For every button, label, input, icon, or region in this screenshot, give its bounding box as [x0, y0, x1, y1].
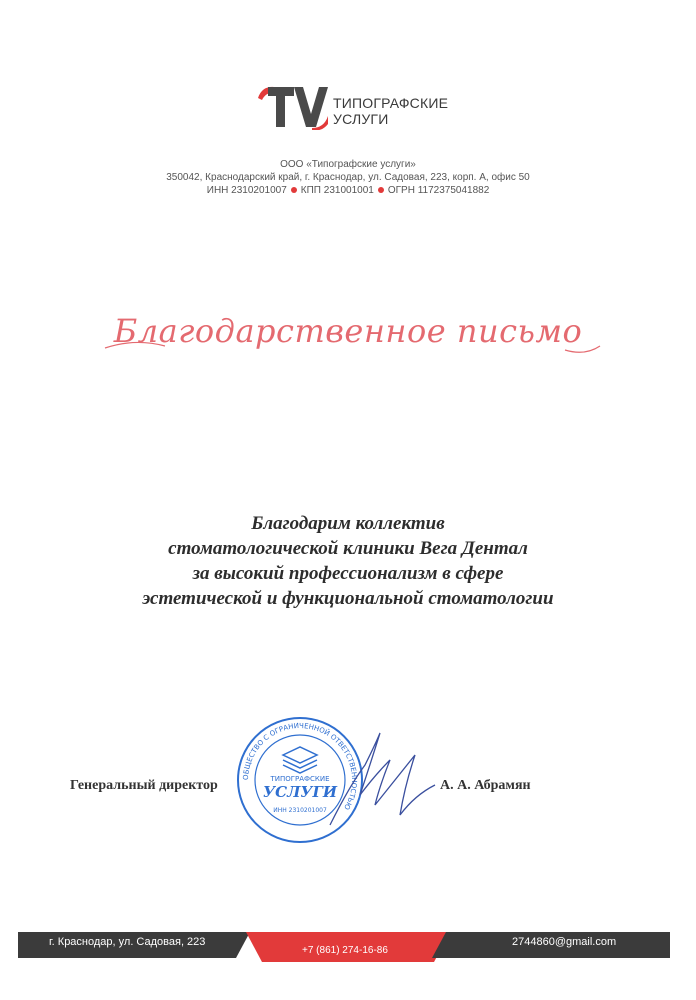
letter-footer: [0, 928, 696, 962]
tv-logo-icon: [258, 84, 330, 130]
stamp-top-text: ТИПОГРАФСКИЕ: [270, 775, 330, 783]
company-logo: [258, 84, 458, 134]
letter-body: [0, 511, 696, 611]
company-inn: ИНН 2310201007: [206, 185, 287, 196]
company-kpp: КПП 231001001: [300, 185, 374, 196]
handwritten-signature: [320, 725, 440, 835]
company-name: ООО «Типографские услуги»: [280, 159, 416, 170]
footer-email: 2744860@gmail.com: [512, 936, 617, 948]
letter-title: Благодарственное письмо: [113, 312, 583, 350]
footer-phone: +7 (861) 274-16-86: [302, 945, 388, 956]
footer-address: г. Краснодар, ул. Садовая, 223: [49, 936, 206, 948]
logo-text: [333, 95, 448, 127]
body-line-4: эстетической и функциональной стоматологии: [142, 588, 554, 609]
logo-line-2: УСЛУГИ: [333, 111, 389, 127]
bullet-icon: [291, 187, 297, 193]
stamp-ring-text: ОБЩЕСТВО С ОГРАНИЧЕННОЙ ОТВЕТСТВЕННОСТЬЮ: [241, 721, 359, 812]
company-ogrn: ОГРН 1172375041882: [387, 185, 490, 196]
company-ids: [0, 185, 696, 196]
title-flourish-icon: [95, 334, 605, 358]
body-line-2: стоматологической клиники Вега Дентал: [168, 538, 528, 559]
stamp-inn-text: ИНН 2310201007: [273, 807, 327, 814]
stamp-book-icon: [283, 747, 317, 773]
body-line-3: за высокий профессионализм в сфере: [192, 563, 504, 584]
bullet-icon: [378, 187, 384, 193]
company-address: 350042, Краснодарский край, г. Краснодар, ул. Садовая, 223, корп. А, офис 50: [166, 172, 530, 183]
logo-line-1: ТИПОГРАФСКИЕ: [333, 95, 449, 111]
signature-role: Генеральный директор: [70, 778, 218, 793]
signature-name: А. А. Абрамян: [440, 778, 531, 793]
stamp-center-text: УСЛУГИ: [262, 783, 338, 801]
body-line-1: Благодарим коллектив: [251, 513, 445, 534]
